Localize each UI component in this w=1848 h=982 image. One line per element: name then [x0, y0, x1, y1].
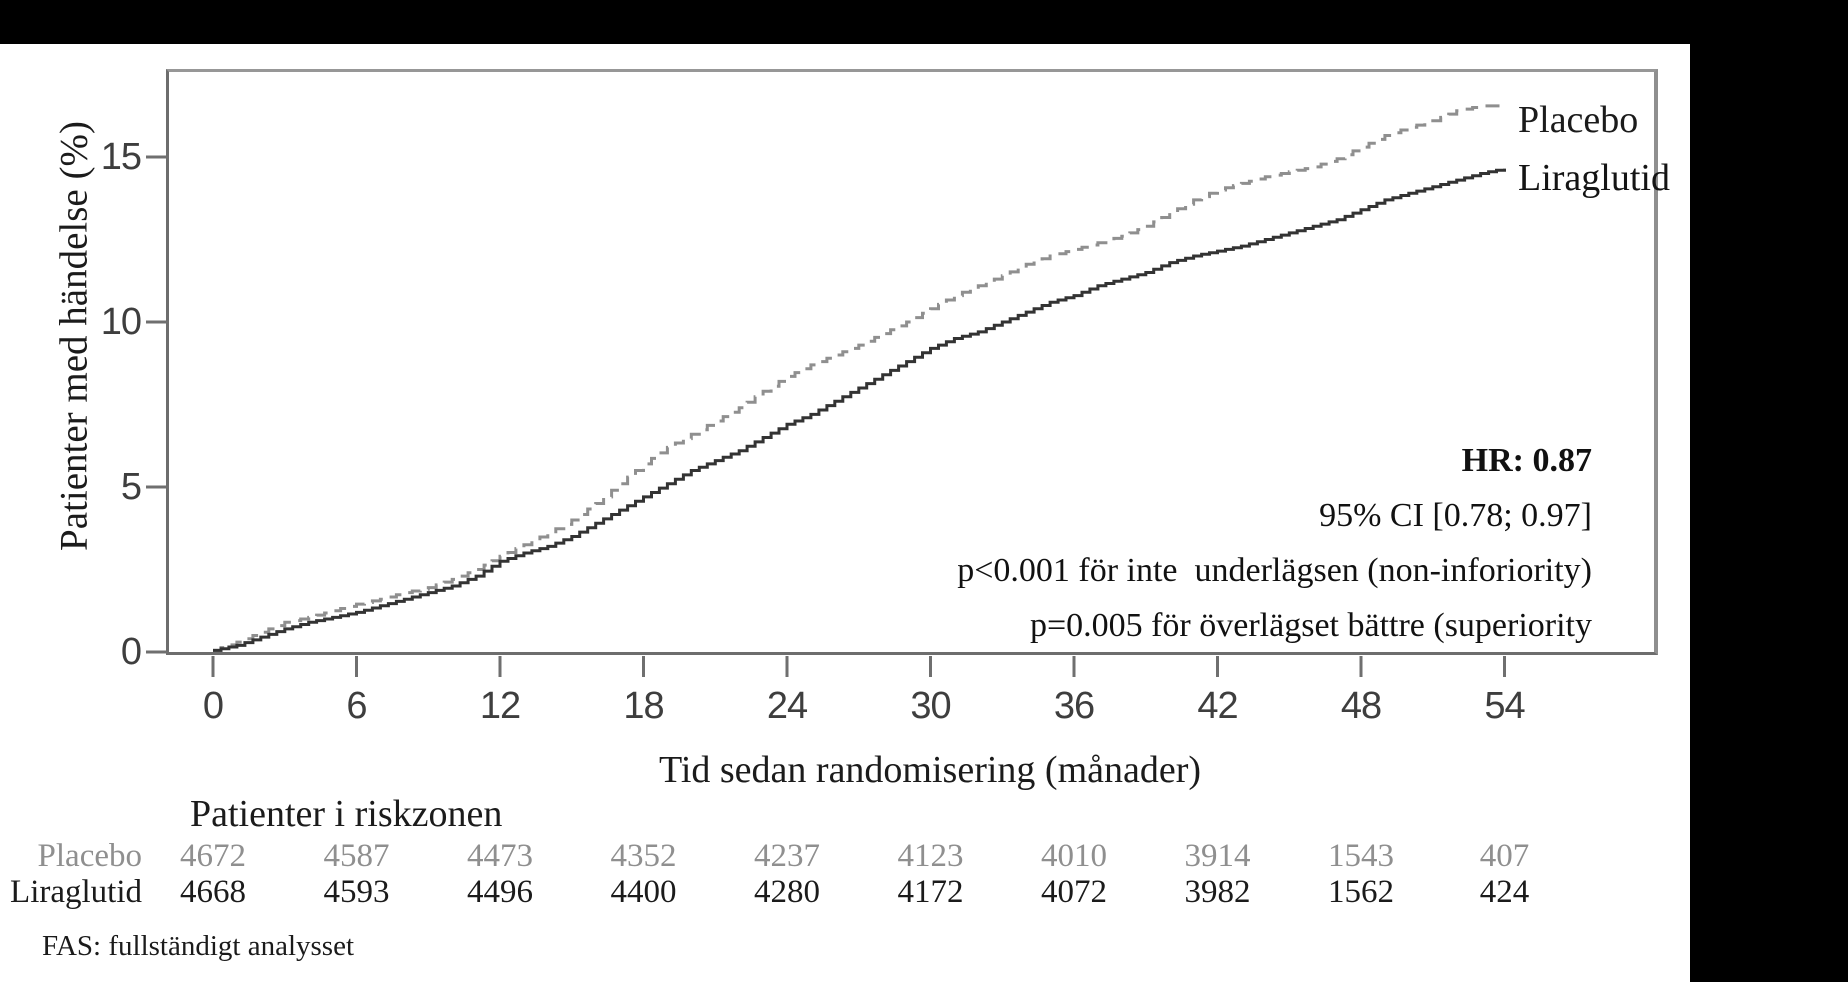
noninferiority-p-text: p<0.001 för inte underlägsen (non-inforiority) [957, 552, 1592, 589]
y-tick-label: 5 [120, 466, 141, 508]
confidence-interval-text: 95% CI [0.78; 0.97] [1319, 497, 1592, 534]
risk-count: 4668 [180, 874, 246, 910]
x-tick-label: 0 [202, 685, 224, 727]
legend-label-placebo: Placebo [1518, 99, 1639, 141]
x-tick-label: 18 [623, 685, 664, 727]
x-tick-label: 24 [766, 685, 808, 727]
risk-count: 4593 [323, 874, 390, 910]
top-black-bar [0, 0, 1848, 44]
risk-count: 4473 [467, 838, 533, 874]
risk-count: 3914 [1184, 838, 1251, 874]
risk-count: 4237 [754, 838, 820, 874]
risk-count: 4280 [754, 874, 820, 910]
x-tick-label: 36 [1053, 685, 1095, 727]
right-black-bar [1690, 0, 1848, 982]
risk-count: 4072 [1041, 874, 1107, 910]
risk-row-label-liraglutid: Liraglutid [10, 874, 142, 910]
stats-annotation [957, 433, 1592, 653]
x-tick-label: 6 [346, 685, 367, 727]
risk-count: 3982 [1184, 874, 1251, 910]
legend-label-liraglutid: Liraglutid [1518, 157, 1670, 199]
risk-count: 407 [1479, 838, 1530, 874]
risk-count: 1543 [1328, 838, 1394, 874]
y-tick-label: 10 [100, 301, 141, 343]
risk-count: 4172 [897, 874, 964, 910]
x-tick-label: 12 [479, 685, 521, 727]
x-axis-title: Tid sedan randomisering (månader) [658, 749, 1202, 791]
superiority-p-text: p=0.005 för överlägset bättre (superiority [1029, 607, 1592, 644]
risk-count: 1562 [1328, 874, 1394, 910]
y-tick-label: 15 [100, 136, 141, 178]
risk-count: 4010 [1041, 838, 1107, 874]
x-tick-label: 42 [1197, 685, 1238, 727]
risk-count: 4496 [467, 874, 533, 910]
risk-count: 4352 [610, 838, 677, 874]
risk-row-label-placebo: Placebo [37, 838, 142, 874]
footnote-text: FAS: fullständigt analysset [42, 930, 355, 962]
x-tick-label: 48 [1340, 685, 1382, 727]
risk-count: 4123 [897, 838, 964, 874]
x-tick-label: 30 [910, 685, 951, 727]
risk-table-title: Patienter i riskzonen [190, 793, 503, 835]
risk-count: 4672 [180, 838, 246, 874]
y-tick-label: 0 [120, 631, 141, 673]
risk-count: 4587 [323, 838, 390, 874]
risk-count: 4400 [610, 874, 677, 910]
risk-count: 424 [1479, 874, 1530, 910]
hazard-ratio-text: HR: 0.87 [1461, 442, 1592, 479]
y-axis-title: Patienter med händelse (%) [52, 121, 96, 551]
x-tick-label: 54 [1484, 685, 1525, 727]
